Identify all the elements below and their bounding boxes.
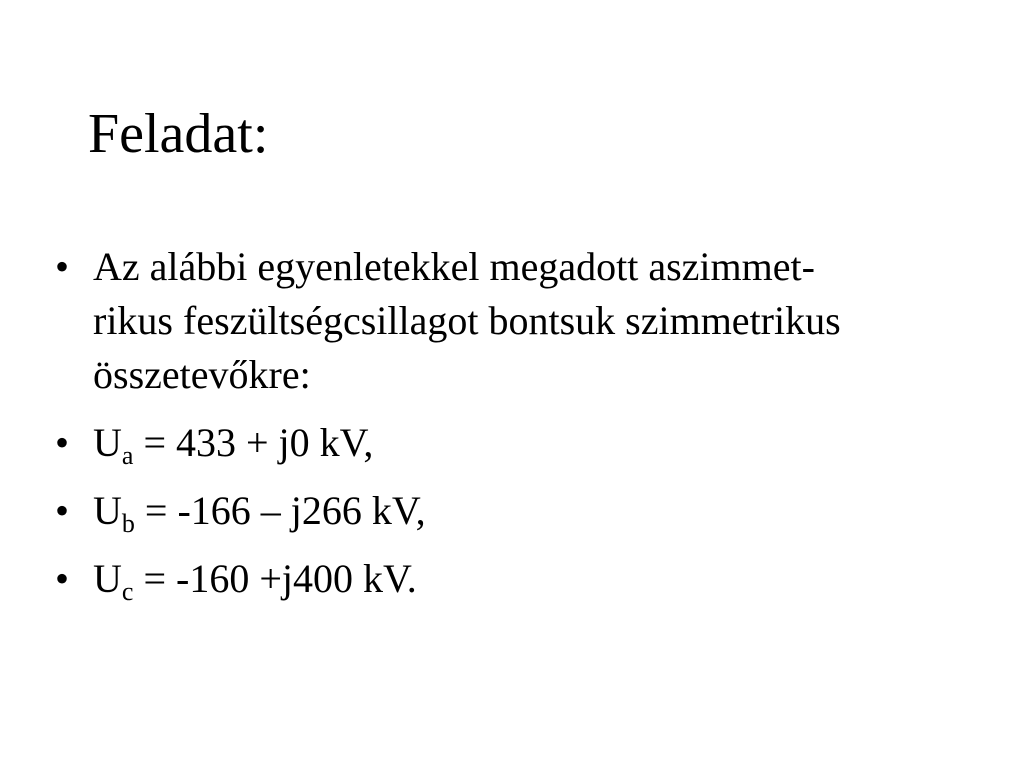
equation-ua — [93, 420, 374, 470]
bullet-item-ub — [55, 484, 975, 538]
bullet-text-line: Az alábbi egyenletekkel megadott aszimmet- — [93, 244, 815, 289]
bullet-item-uc — [55, 552, 975, 606]
voltage-symbol: U — [93, 556, 122, 601]
bullet-item-ua — [55, 416, 975, 470]
voltage-symbol: U — [93, 420, 122, 465]
bullet-icon: • — [55, 488, 70, 533]
bullet-icon: • — [55, 420, 70, 465]
voltage-subscript: b — [121, 509, 135, 538]
voltage-subscript: a — [121, 441, 134, 470]
equation-ub — [93, 488, 426, 538]
bullet-text-line: rikus feszültségcsillagot bontsuk szimmetrikus — [93, 298, 841, 343]
voltage-expression: = -166 – j266 kV, — [134, 488, 426, 533]
voltage-subscript: c — [121, 577, 134, 606]
bullet-item-task — [55, 240, 975, 402]
bullet-icon: • — [55, 556, 70, 601]
equation-uc — [93, 556, 417, 606]
bullet-text-line: összetevőkre: — [93, 352, 311, 397]
voltage-expression: = 433 + j0 kV, — [133, 420, 374, 465]
voltage-expression: = -160 +j400 kV. — [133, 556, 417, 601]
voltage-symbol: U — [93, 488, 122, 533]
slide-title: Feladat: — [88, 103, 269, 165]
bullet-icon: • — [55, 244, 70, 289]
bullet-text — [93, 244, 841, 397]
bullet-list — [55, 240, 975, 620]
